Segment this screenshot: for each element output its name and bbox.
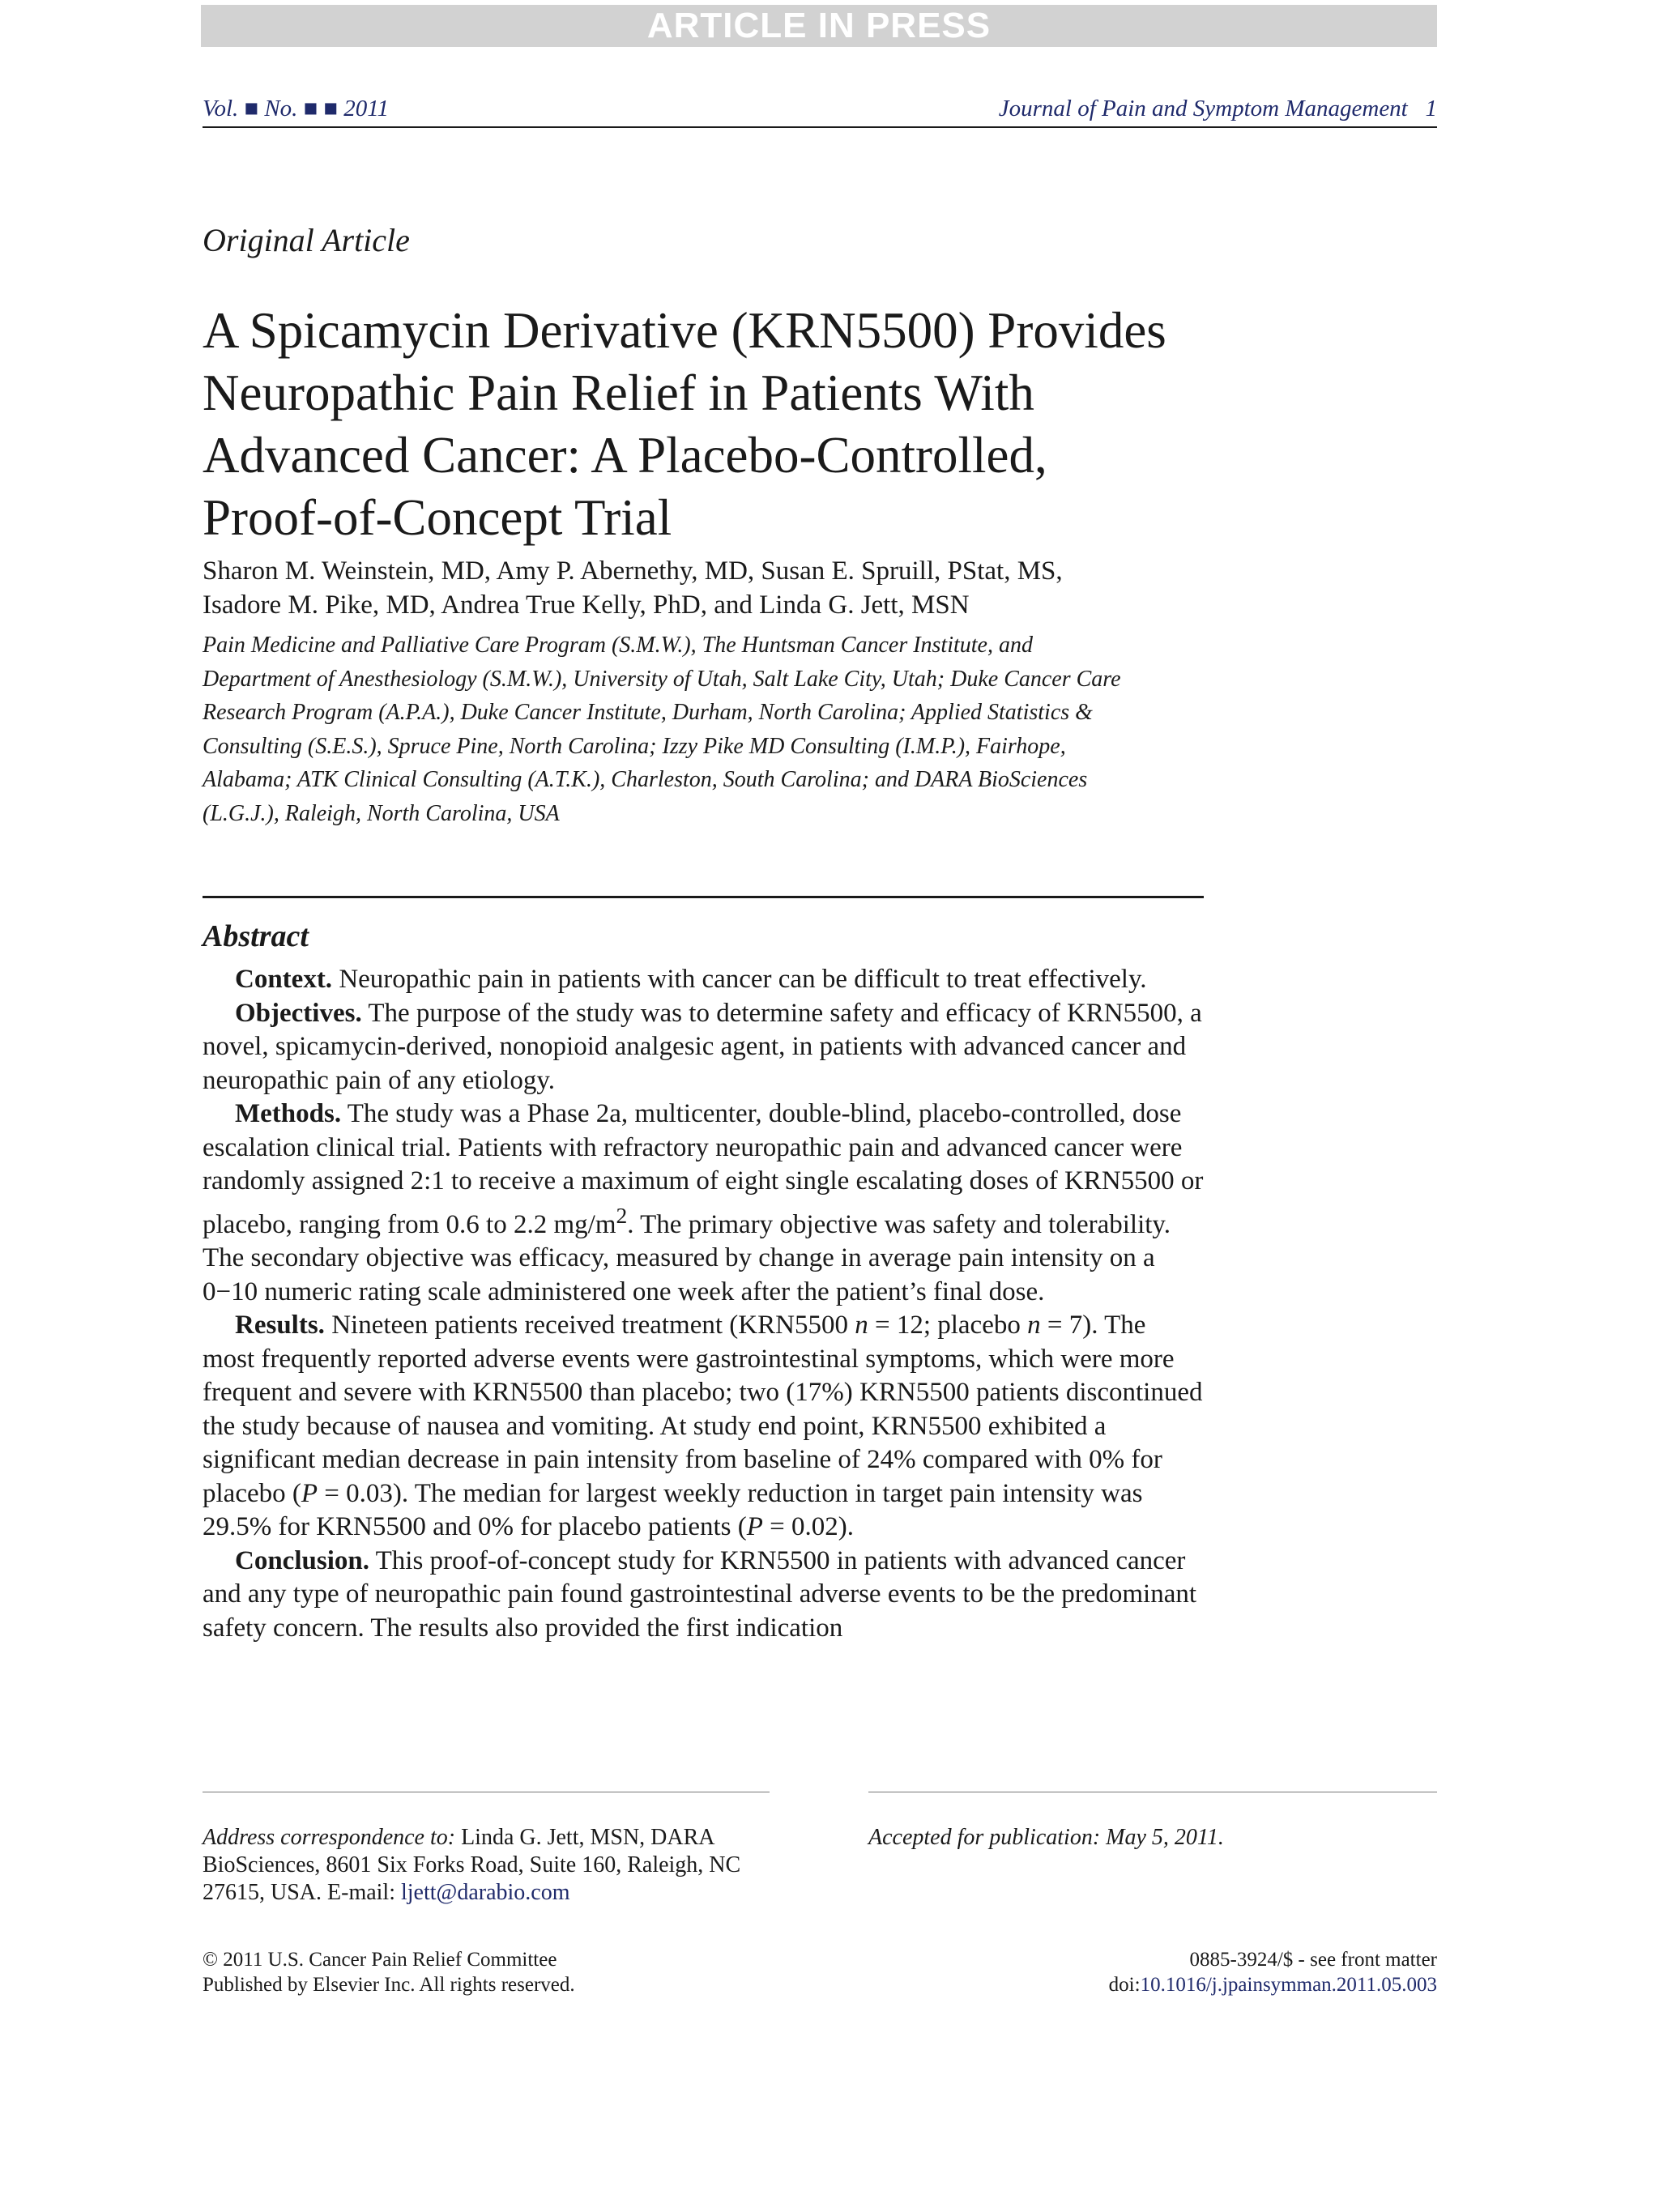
abstract-heading: Abstract [203, 919, 309, 953]
results-text: = 7). The most frequently reported adverse events were gastrointestinal symptoms, which were more frequent and severe with KRN5500 than placebo; two (17%) KRN5500 patients discontinued the study because of nausea and vomiting. At study end point, KRN5500 exhibited a significant median decrease in pain intensity from baseline of 24% compared with 0% for placebo ( [203, 1311, 1203, 1508]
results-label: Results. [235, 1311, 325, 1340]
methods-text: The study was a Phase 2a, multicenter, double-blind, placebo-controlled, dose escalation clinical trial. Patients with refractory neuropathic pain and advanced cancer were randomly assigned 2:1 to receive a maximum of eight single escalating doses of KRN5500 or placebo, ranging from 0.6 to 2.2 mg/m [203, 1099, 1204, 1239]
copyright-notice [203, 1947, 575, 1997]
context-text: Neuropathic pain in patients with cancer can be difficult to treat effectively. [332, 965, 1147, 994]
author-line: Isadore M. Pike, MD, Andrea True Kelly, PhD, and Linda G. Jett, MSN [203, 590, 970, 620]
affiliation-line: Consulting (S.E.S.), Spruce Pine, North Carolina; Izzy Pike MD Consulting (I.M.P.), Fairhope, [203, 733, 1066, 759]
abstract-objectives [203, 997, 1204, 1098]
affiliation-line: (L.G.J.), Raleigh, North Carolina, USA [203, 800, 560, 826]
email-link[interactable]: ljett@darabio.com [401, 1880, 570, 1905]
results-text: = 0.03). The median for largest weekly reduction in target pain intensity was 29.5% for KRN5500 and 0% for placebo patients ( [203, 1478, 1143, 1541]
affiliation-line: Research Program (A.P.A.), Duke Cancer Institute, Durham, North Carolina; Applied Statistics & [203, 700, 1093, 725]
article-type-label: Original Article [203, 222, 410, 258]
header-rule [203, 126, 1437, 128]
author-affiliations [203, 629, 1256, 830]
accepted-date: Accepted for publication: May 5, 2011. [868, 1825, 1224, 1850]
n-variable: n [855, 1311, 868, 1340]
n-variable: n [1027, 1311, 1041, 1340]
journal-name-page-number [999, 94, 1437, 123]
correspondence-text: Linda G. Jett, MSN, DARA BioSciences, 8601 Six Forks Road, Suite 160, Raleigh, NC 27615, USA. E-mail: [203, 1825, 741, 1905]
abstract-conclusion [203, 1545, 1204, 1646]
article-in-press-banner: ARTICLE IN PRESS [201, 5, 1437, 47]
superscript: 2 [616, 1202, 628, 1228]
abstract-rule [203, 896, 1204, 898]
objectives-text: The purpose of the study was to determine safety and efficacy of KRN5500, a novel, spicamycin-derived, nonopioid analgesic agent, in patients with advanced cancer and neuropathic pain of any etiology. [203, 998, 1202, 1095]
conclusion-text: This proof-of-concept study for KRN5500 in patients with advanced cancer and any type of neuropathic pain found gastrointestinal adverse events to be the predominant safety concern. The results also provided the first indication [203, 1545, 1197, 1643]
affiliation-line: Pain Medicine and Palliative Care Program (S.M.W.), The Huntsman Cancer Institute, and [203, 633, 1033, 658]
issn-doi-block [1109, 1947, 1437, 1997]
article-title [203, 300, 1337, 549]
abstract-body [203, 963, 1204, 1645]
issn-line: 0885-3924/$ - see front matter [1189, 1949, 1437, 1971]
doi-prefix: doi: [1108, 1974, 1141, 1996]
abstract-methods [203, 1097, 1204, 1309]
affiliation-line: Department of Anesthesiology (S.M.W.), University of Utah, Salt Lake City, Utah; Duke Cancer Care [203, 666, 1121, 692]
title-line: Neuropathic Pain Relief in Patients With [203, 364, 1034, 421]
results-text: = 12; placebo [868, 1311, 1028, 1340]
doi-link[interactable]: 10.1016/j.jpainsymman.2011.05.003 [1140, 1974, 1437, 1996]
affiliation-line: Alabama; ATK Clinical Consulting (A.T.K.), Charleston, South Carolina; and DARA BioSciences [203, 767, 1088, 792]
abstract-context [203, 963, 1204, 997]
copyright-line: © 2011 U.S. Cancer Pain Relief Committee [203, 1949, 557, 1971]
methods-text: . The primary objective was safety and tolerability. The secondary objective was efficacy, measured by change in average pain intensity on a 0−10 numeric rating scale administered one week after the patient’s final dose. [203, 1209, 1171, 1306]
abstract-results [203, 1309, 1204, 1545]
objectives-label: Objectives. [235, 998, 362, 1028]
publisher-line: Published by Elsevier Inc. All rights reserved. [203, 1974, 575, 1996]
methods-label: Methods. [235, 1099, 342, 1128]
volume-issue-label: Vol. ■ No. ■ ■ 2011 [203, 96, 390, 121]
p-variable: P [301, 1478, 318, 1508]
author-list [203, 554, 1256, 622]
results-text: = 0.02). [762, 1512, 855, 1541]
doi-line [1109, 1972, 1437, 1997]
p-variable: P [746, 1512, 763, 1541]
title-line: Proof-of-Concept Trial [203, 489, 672, 546]
correspondence-footnote [203, 1824, 770, 1907]
title-line: A Spicamycin Derivative (KRN5500) Provides [203, 302, 1166, 359]
journal-name: Journal of Pain and Symptom Management 1 [998, 96, 1437, 121]
context-label: Context. [235, 965, 333, 994]
results-text: Nineteen patients received treatment (KRN5500 [324, 1311, 855, 1340]
correspondence-label: Address correspondence to: [203, 1825, 456, 1850]
conclusion-label: Conclusion. [235, 1545, 369, 1575]
author-line: Sharon M. Weinstein, MD, Amy P. Abernethy, MD, Susan E. Spruill, PStat, MS, [203, 556, 1063, 586]
title-line: Advanced Cancer: A Placebo-Controlled, [203, 427, 1047, 484]
